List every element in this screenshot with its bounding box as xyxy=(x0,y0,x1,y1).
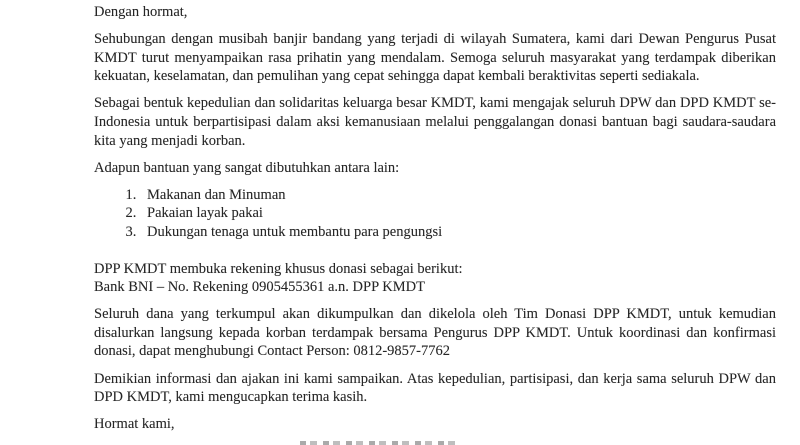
donation-account-block xyxy=(94,260,776,297)
needs-item-manpower: 3. Dukungan tenaga untuk membantu para pengungsi xyxy=(140,223,776,242)
needs-item-food: 1. Makanan dan Minuman xyxy=(140,186,776,205)
salutation: Dengan hormat, xyxy=(94,4,188,20)
letter-body xyxy=(94,3,776,434)
closing-salutation: Hormat kami, xyxy=(94,416,175,433)
paragraph-sympathy: Sehubungan dengan musibah banjir bandang yang terjadi di wilayah Sumatera, kami dari Dewan Pengurus Pusat KMDT turut menyampaikan rasa prihatin yang mendalam. Semoga seluruh masyarakat yang terdampak diberikan kekuatan, keselamatan, dan pemulihan yang cepat sehingga dapat kembali beraktivitas seperti sediakala. xyxy=(94,31,776,85)
cutoff-text-sliver xyxy=(300,441,457,445)
paragraph-closing: Demikian informasi dan ajakan ini kami sampaikan. Atas kepedulian, partisipasi, dan kerja sama seluruh DPW dan DPD KMDT, kami mengucapkan terima kasih. xyxy=(94,370,776,406)
account-detail: Bank BNI – No. Rekening 0905455361 a.n. DPP KMDT xyxy=(94,279,425,296)
needs-intro: Adapun bantuan yang sangat dibutuhkan antara lain: xyxy=(94,159,400,176)
account-intro: DPP KMDT membuka rekening khusus donasi sebagai berikut: xyxy=(94,260,463,277)
paragraph-invitation: Sebagai bentuk kepedulian dan solidaritas keluarga besar KMDT, kami mengajak seluruh DPW dan DPD KMDT se-Indonesia untuk berpartisipasi dalam aksi kemanusiaan melalui penggalangan donasi bantuan bagi saudara-saudara kita yang menjadi korban. xyxy=(94,95,776,149)
paragraph-management: Seluruh dana yang terkumpul akan dikumpulkan dan dikelola oleh Tim Donasi DPP KMDT, untuk kemudian disalurkan langsung kepada korban terdampak bersama Pengurus DPP KMDT. Untuk koordinasi dan konfirmasi donasi, dapat menghubungi Contact Person: 0812-9857-7762 xyxy=(94,306,776,360)
needs-list xyxy=(94,186,776,242)
needs-item-clothing: 2. Pakaian layak pakai xyxy=(140,204,776,223)
